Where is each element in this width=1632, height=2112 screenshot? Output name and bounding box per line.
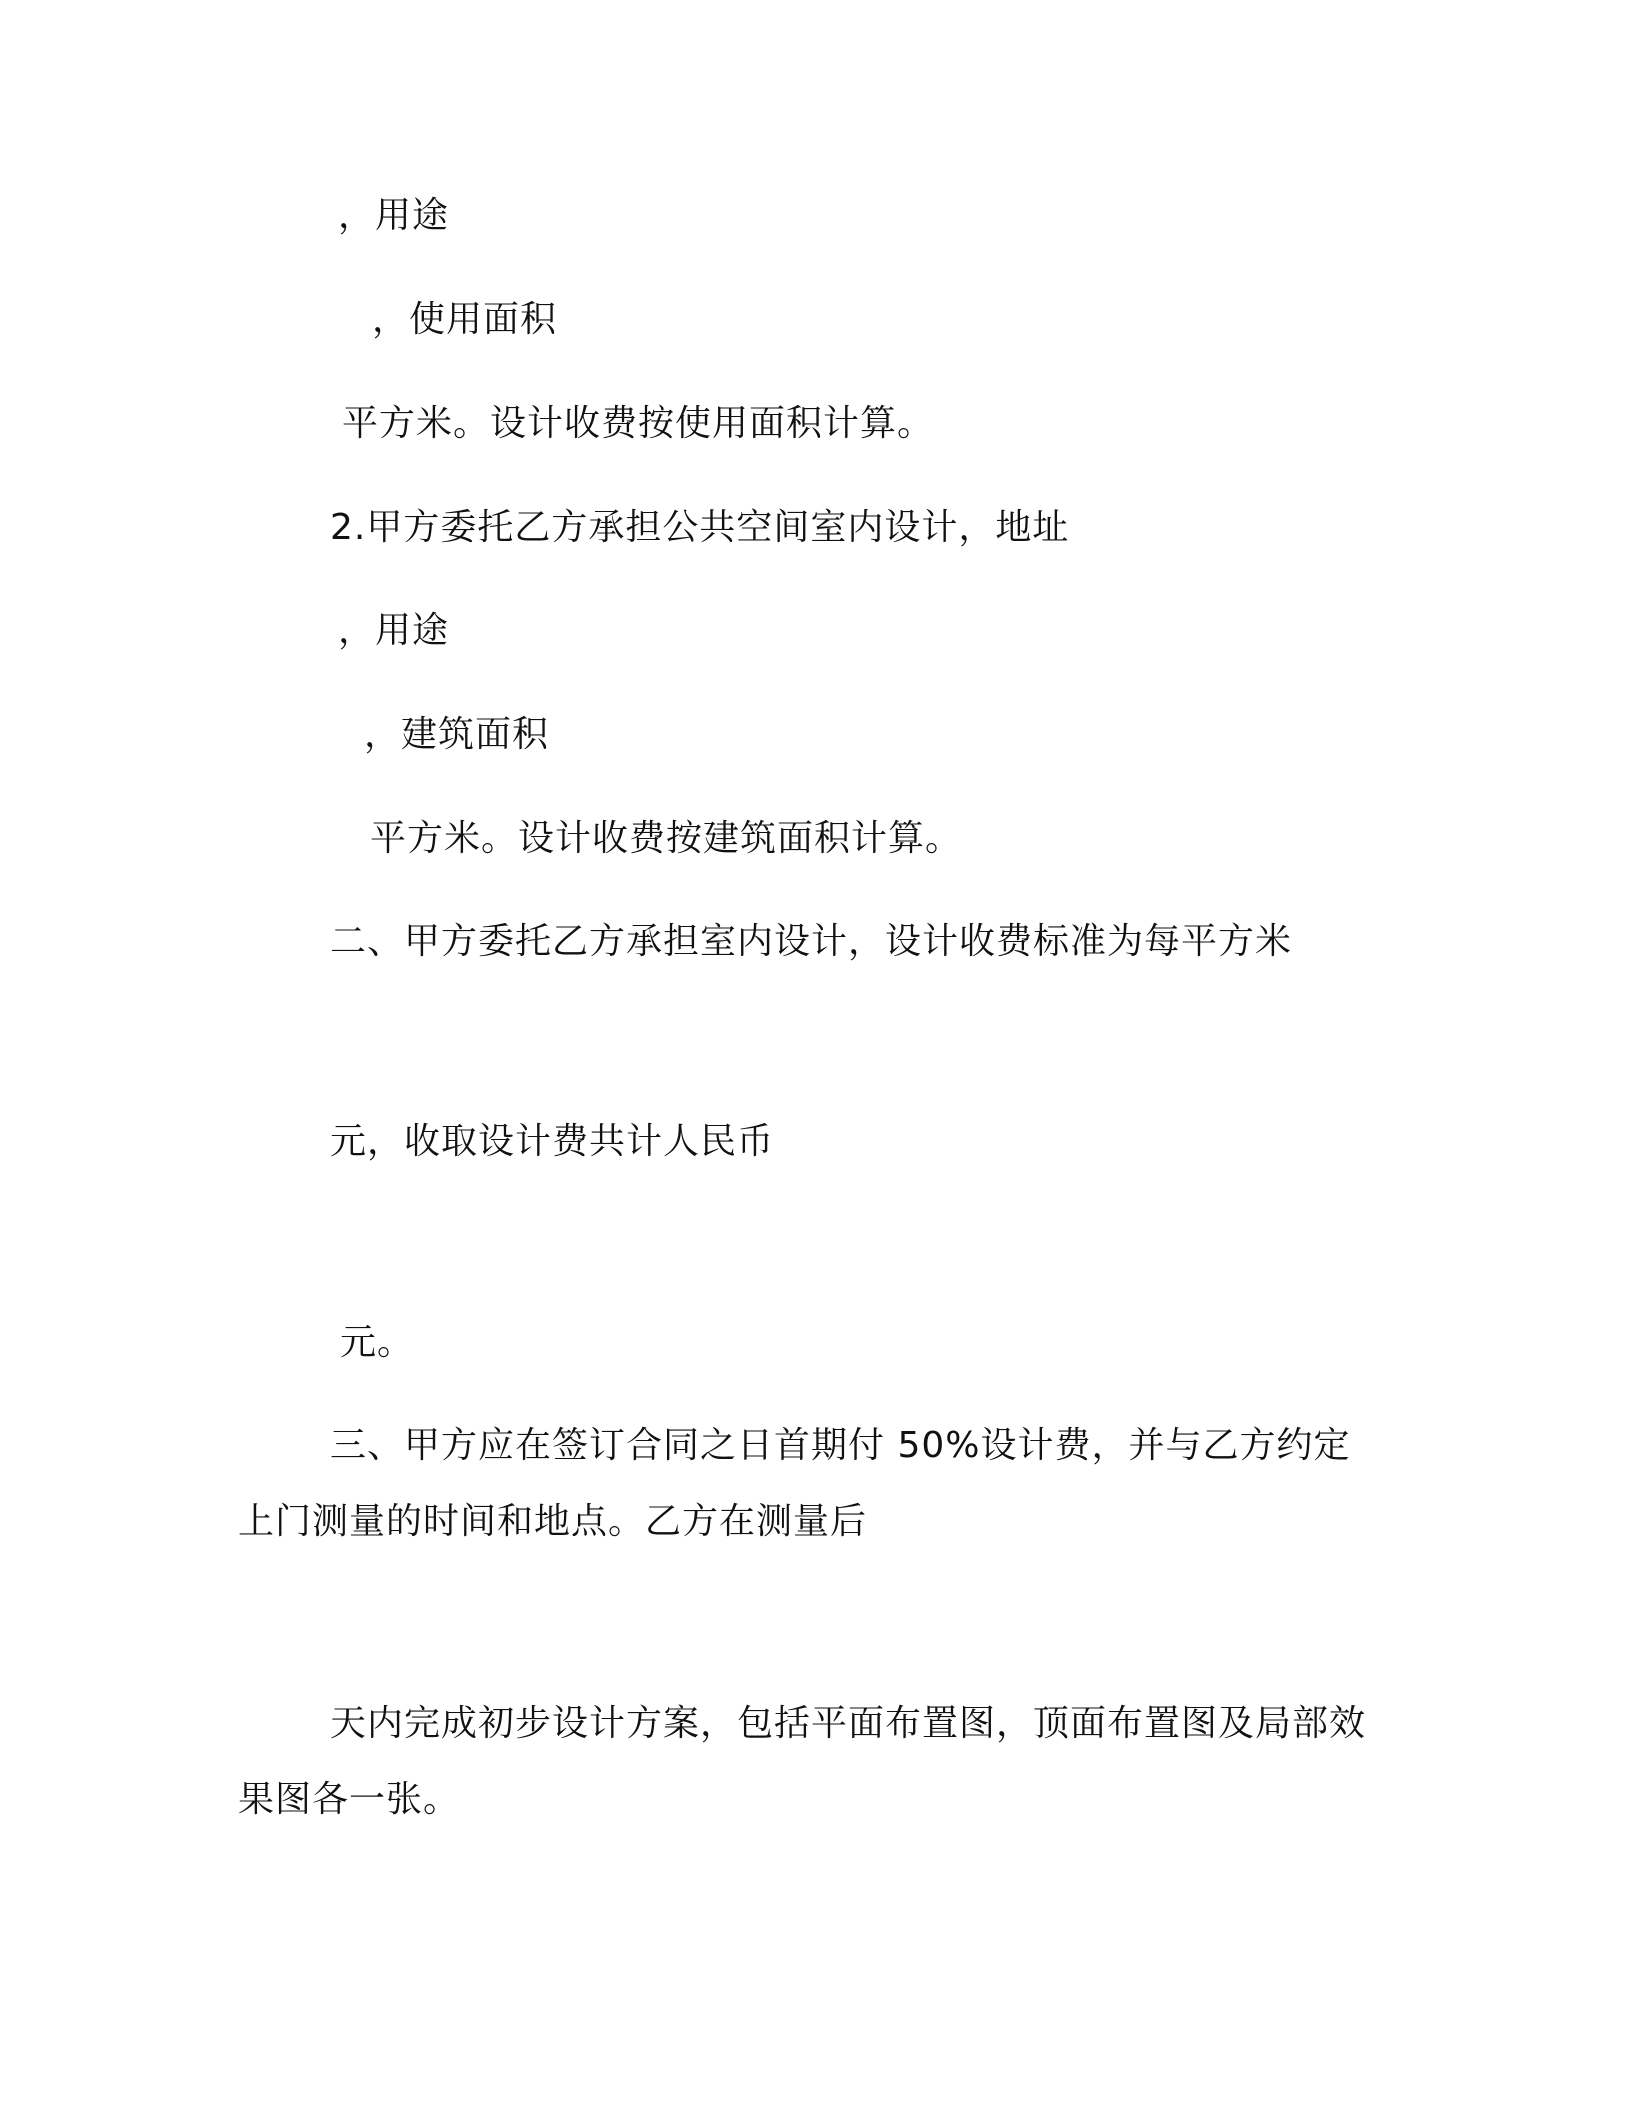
text-line-clause-2: 2.甲方委托乙方承担公共空间室内设计，地址 xyxy=(330,507,1070,548)
text-line-usable-area-fee: 平方米。设计收费按使用面积计算。 xyxy=(342,403,935,444)
text-line-usable-area: ，使用面积 xyxy=(372,299,558,340)
text-line-design-plan-cont: 果图各一张。 xyxy=(238,1779,461,1820)
text-line-usage-1: ，用途 xyxy=(338,195,450,236)
text-line-yuan: 元。 xyxy=(340,1322,415,1363)
text-line-usage-2: ，用途 xyxy=(338,610,450,651)
text-line-design-plan: 天内完成初步设计方案，包括平面布置图，顶面布置图及局部效 xyxy=(330,1703,1367,1744)
text-line-clause-two: 二、甲方委托乙方承担室内设计，设计收费标准为每平方米 xyxy=(330,921,1293,962)
text-line-building-area: ，建筑面积 xyxy=(364,714,550,755)
text-line-building-area-fee: 平方米。设计收费按建筑面积计算。 xyxy=(370,818,963,859)
text-line-clause-three: 三、甲方应在签订合同之日首期付 50%设计费，并与乙方约定 xyxy=(330,1425,1351,1466)
text-line-total-fee: 元，收取设计费共计人民币 xyxy=(330,1121,775,1162)
text-line-clause-three-cont: 上门测量的时间和地点。乙方在测量后 xyxy=(238,1501,868,1542)
